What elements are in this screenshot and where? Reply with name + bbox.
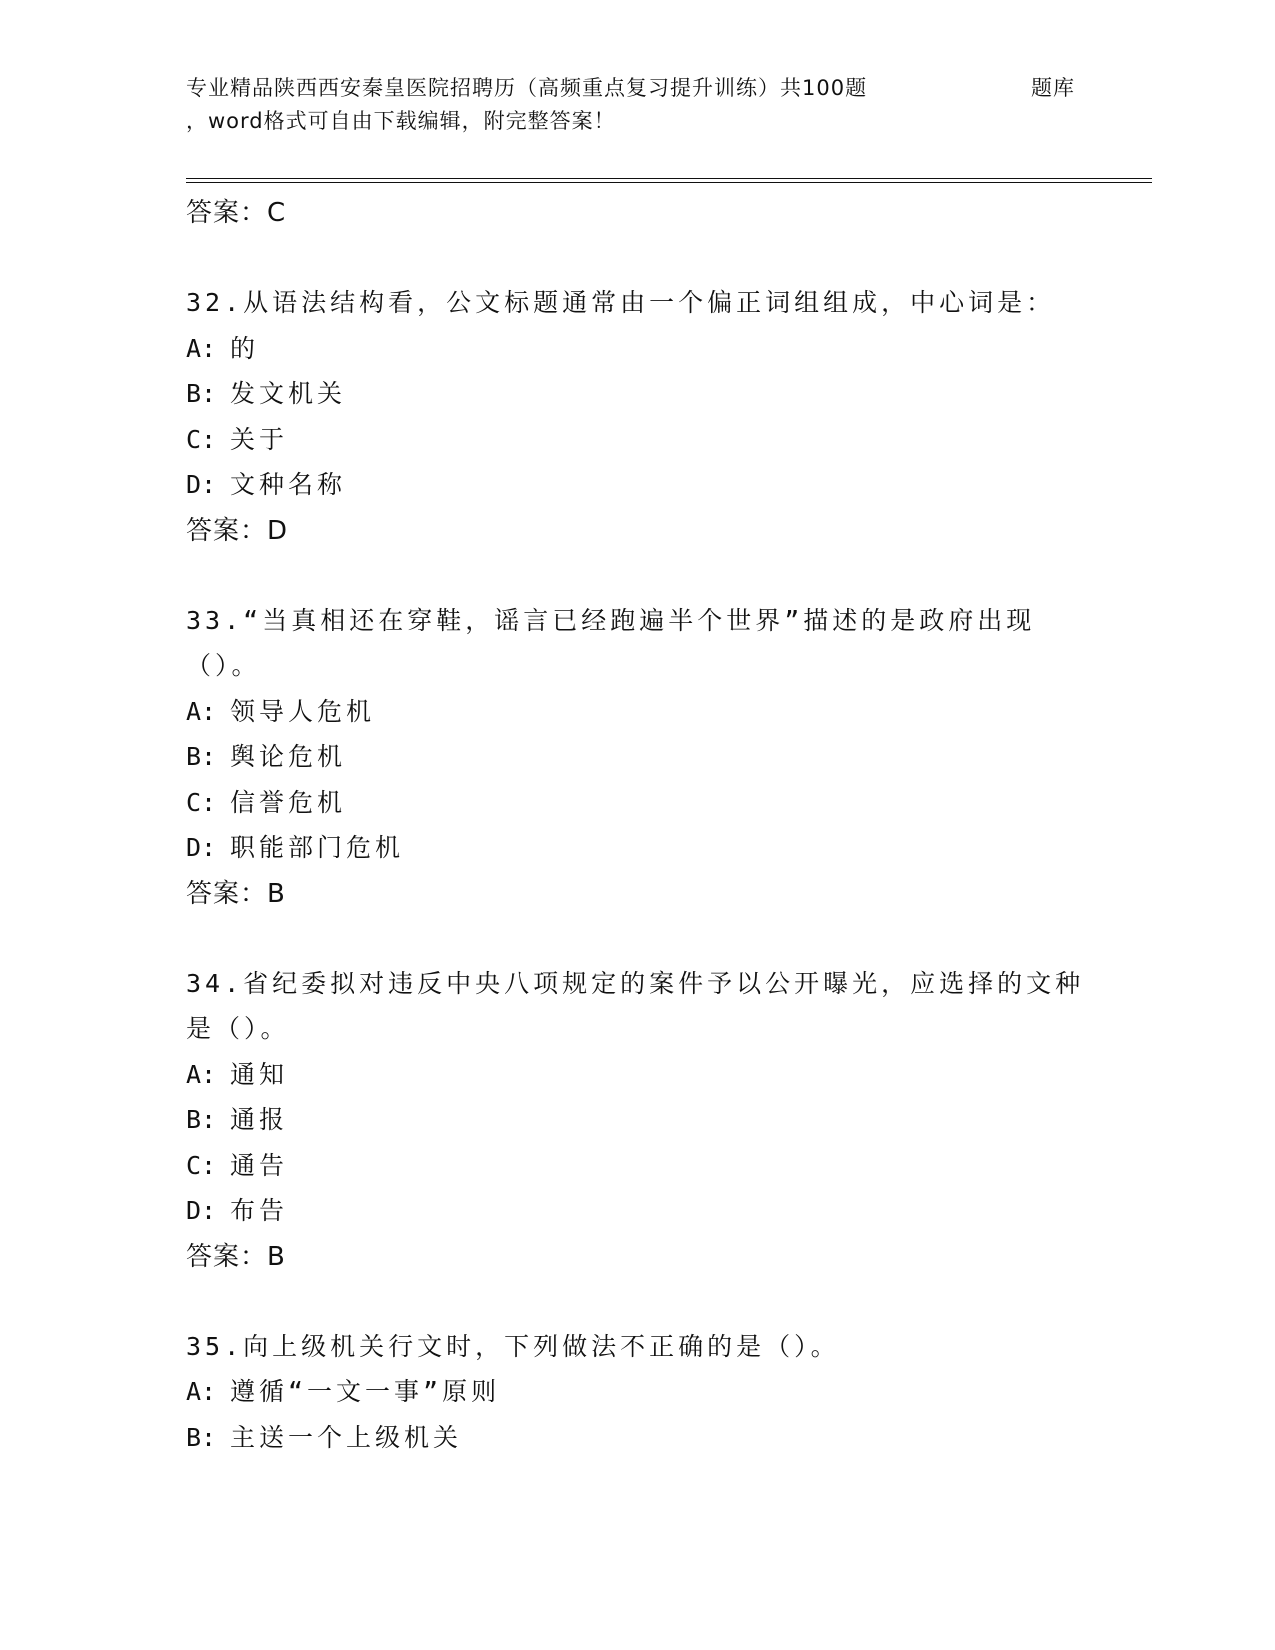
option-key: B: xyxy=(186,379,217,408)
question-stem: 33.“当真相还在穿鞋，谣言已经跑遍半个世界”描述的是政府出现（）。 xyxy=(186,605,1036,680)
option-c xyxy=(186,1143,1086,1189)
option-a xyxy=(186,689,1086,735)
option-c xyxy=(186,780,1086,826)
question-block xyxy=(186,1324,1086,1370)
header-divider-bottom xyxy=(186,182,1152,183)
header-title: 专业精品陕西西安秦皇医院招聘历（高频重点复习提升训练）共100题 xyxy=(186,76,868,100)
option-a xyxy=(186,1369,1086,1415)
option-b xyxy=(186,1415,1086,1461)
option-key: A: xyxy=(186,696,217,726)
option-text: 发文机关 xyxy=(230,379,347,408)
option-key: C: xyxy=(186,787,217,817)
option-text: 遵循“一文一事”原则 xyxy=(230,1377,501,1406)
option-key: B: xyxy=(186,742,217,771)
option-key: B: xyxy=(186,1422,217,1452)
question-block xyxy=(186,598,1086,689)
option-key: D: xyxy=(186,1196,217,1225)
page-header xyxy=(186,72,1086,138)
option-key: A: xyxy=(186,1059,217,1089)
option-text: 关于 xyxy=(230,424,289,454)
option-text: 通知 xyxy=(230,1059,289,1089)
answer-line: 答案：D xyxy=(186,515,289,546)
option-key: B: xyxy=(186,1105,217,1134)
option-key: D: xyxy=(186,833,217,862)
question-block xyxy=(186,280,1086,326)
option-d xyxy=(186,825,1086,871)
option-text: 通告 xyxy=(230,1150,289,1180)
option-key: A: xyxy=(186,333,217,363)
option-text: 主送一个上级机关 xyxy=(230,1422,463,1452)
option-d xyxy=(186,462,1086,508)
header-divider-top xyxy=(186,178,1152,179)
option-text: 领导人危机 xyxy=(230,696,376,726)
question-stem: 34.省纪委拟对违反中央八项规定的案件予以公开曝光，应选择的文种是（）。 xyxy=(186,968,1085,1043)
header-title-line xyxy=(186,72,1086,105)
option-text: 的 xyxy=(230,333,260,363)
option-text: 布告 xyxy=(230,1196,289,1225)
option-key: C: xyxy=(186,1150,217,1180)
option-text: 职能部门危机 xyxy=(230,833,405,862)
option-a xyxy=(186,326,1086,372)
question-list xyxy=(186,190,1086,1460)
option-a xyxy=(186,1052,1086,1098)
option-b xyxy=(186,1097,1086,1143)
answer-line: 答案：B xyxy=(186,1241,286,1272)
option-key: C: xyxy=(186,424,217,454)
question-block xyxy=(186,961,1086,1052)
header-tag: 题库 xyxy=(1031,76,1075,100)
option-text: 通报 xyxy=(230,1105,289,1134)
option-d xyxy=(186,1188,1086,1234)
header-subtitle: ，word格式可自由下载编辑，附完整答案！ xyxy=(186,109,616,133)
question-stem: 35.向上级机关行文时，下列做法不正确的是（）。 xyxy=(186,1331,840,1361)
option-text: 信誉危机 xyxy=(230,787,347,817)
option-b xyxy=(186,371,1086,417)
option-text: 舆论危机 xyxy=(230,742,347,771)
option-text: 文种名称 xyxy=(230,470,347,499)
option-key: D: xyxy=(186,470,217,499)
question-stem: 32.从语法结构看，公文标题通常由一个偏正词组组成，中心词是： xyxy=(186,288,1056,317)
answer-line: 答案：B xyxy=(186,878,286,909)
option-c xyxy=(186,417,1086,463)
answer-line: 答案：C xyxy=(186,198,287,228)
option-key: A: xyxy=(186,1377,217,1406)
option-b xyxy=(186,734,1086,780)
